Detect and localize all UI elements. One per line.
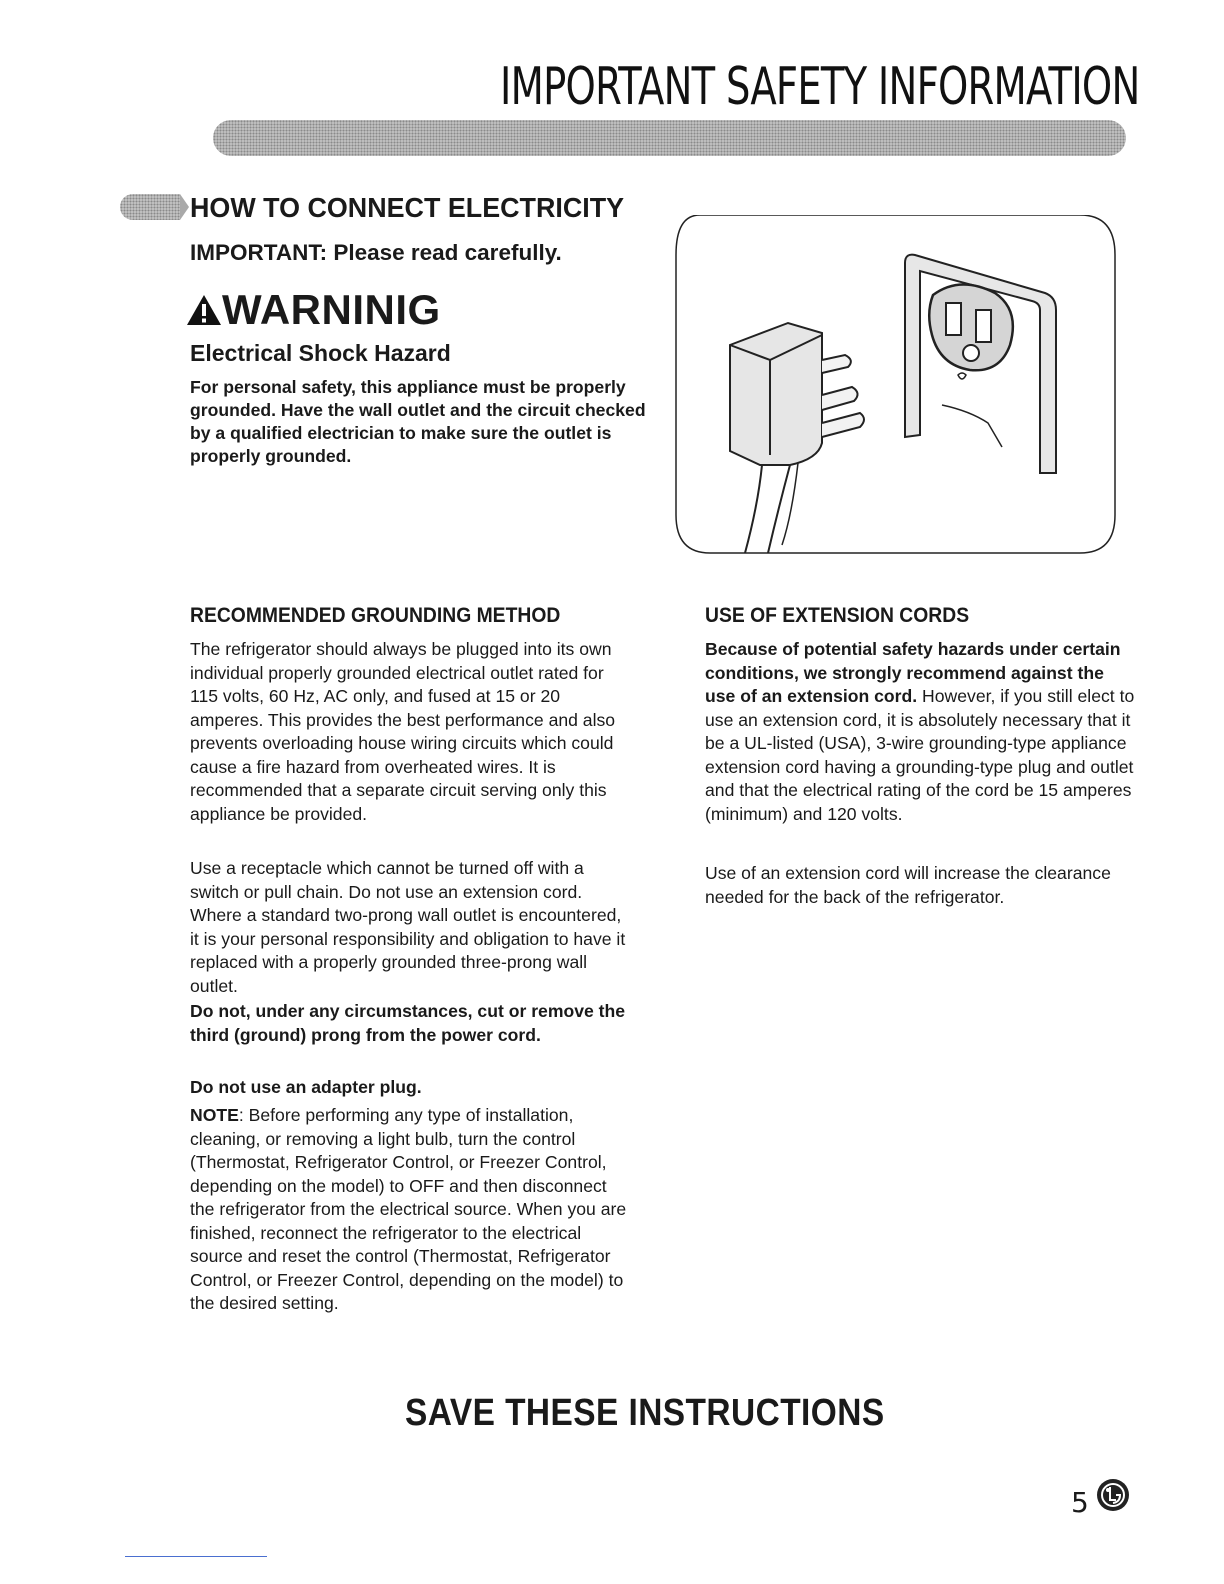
grounding-warning-adapter: Do not use an adapter plug. (190, 1077, 422, 1097)
footer-rule (125, 1556, 267, 1557)
page-number: 5 (1071, 1486, 1089, 1519)
grounding-paragraph-2: Use a receptacle which cannot be turned off with a switch or pull chain. Do not use an extension cord. Where a standard two-prong wall outlet is encountered, it is your personal responsibility and obligation to have it replaced with a properly grounded three-prong wall outlet. (190, 858, 626, 996)
extension-warning: Because of potential safety hazards under certain conditions, we strongly recommend against the use of an extension cord. (705, 639, 1121, 706)
section-marker (120, 194, 180, 220)
grounding-heading: RECOMMENDED GROUNDING METHOD (190, 604, 561, 627)
grounded-plug-and-outlet-illustration (670, 215, 1120, 562)
warning-title: WARNINIG (222, 286, 441, 333)
extension-heading: USE OF EXTENSION CORDS (705, 604, 970, 627)
grounding-warning-prong: Do not, under any circumstances, cut or remove the third (ground) prong from the power cord. (190, 1001, 626, 1045)
page-title: IMPORTANT SAFETY INFORMATION (500, 57, 1140, 117)
note-text: : Before performing any type of installation, cleaning, or removing a light bulb, turn the control (Thermostat, Refrigerator Control, or Freezer Control, depending on the model) to OFF and then disconnect the refrigerator from the electrical source. When you are finished, reconnect the refrigerator to the electrical source and reset the control (Thermostat, Refrigerator Control, or Freezer Control, depending on the model) to the desired setting. (190, 1105, 627, 1313)
lg-logo-icon (1096, 1478, 1130, 1517)
header-band (213, 120, 1126, 156)
warning-text: For personal safety, this appliance must be properly grounded. Have the wall outlet and the circuit checked by a qualified electrician to make sure the outlet is properly grounded. (190, 377, 646, 466)
grounding-note (190, 1104, 630, 1316)
extension-requirements: However, if you still elect to use an extension cord, it is absolutely necessary that it be a UL-listed (USA), 3-wire grounding-type appliance extension cord having a grounding-type plug and outlet and that the electrical rating of the cord be 15 amperes (minimum) and 120 volts. (705, 686, 1135, 824)
warning-triangle-icon (186, 294, 222, 331)
note-label: NOTE (190, 1105, 239, 1125)
save-instructions: SAVE THESE INSTRUCTIONS (405, 1392, 885, 1434)
important-note: IMPORTANT: Please read carefully. (190, 240, 562, 265)
extension-paragraph-2: Use of an extension cord will increase the clearance needed for the back of the refrigerator. (705, 863, 1111, 907)
grounding-paragraph-1: The refrigerator should always be plugged into its own individual properly grounded electrical outlet rated for 115 volts, 60 Hz, AC only, and fused at 15 or 20 amperes. This provides the best performance and also prevents overloading house wiring circuits which could cause a fire hazard from overheated wires. It is recommended that a separate circuit serving only this appliance be provided. (190, 639, 616, 824)
section-marker-tip (180, 194, 189, 220)
extension-paragraph-1 (705, 638, 1135, 826)
hazard-title: Electrical Shock Hazard (190, 340, 451, 366)
section-heading: HOW TO CONNECT ELECTRICITY (190, 192, 625, 223)
